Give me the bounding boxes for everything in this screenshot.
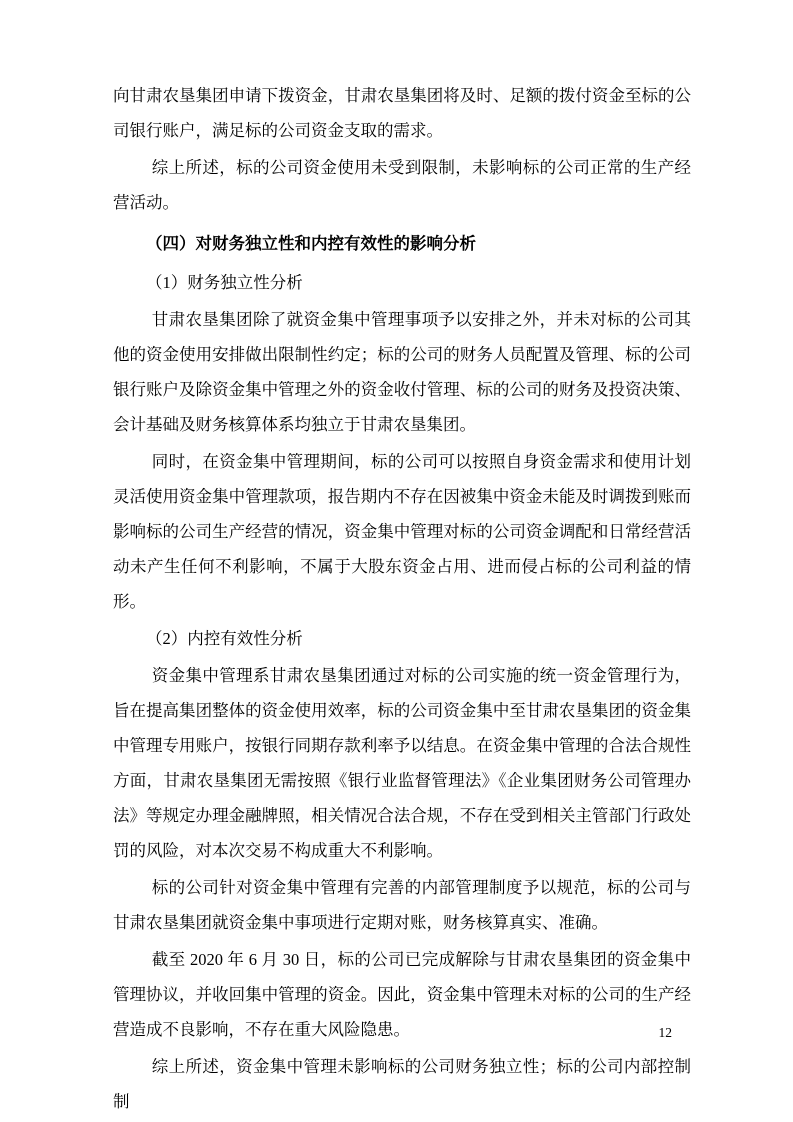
subsection-heading-1: （1）财务独立性分析 — [146, 273, 303, 292]
section-heading-4: （四）对财务独立性和内控有效性的影响分析 — [146, 234, 476, 253]
paragraph-continuation: 向甘肃农垦集团申请下拨资金，甘肃农垦集团将及时、足额的拨付资金至标的公司银行账户，满足标的公司资金支取的需求。 — [113, 86, 691, 140]
paragraph-conclusion: 综上所述，资金集中管理未影响标的公司财务独立性；标的公司内部控制制 — [113, 1057, 691, 1111]
paragraph-internal-control-3: 截至 2020 年 6 月 30 日，标的公司已完成解除与甘肃农垦集团的资金集中管理协议，并收回集中管理的资金。因此，资金集中管理未对标的公司的生产经营造成不良影响，不存在重大风险隐患。 — [113, 950, 691, 1039]
document-content — [113, 78, 691, 1121]
paragraph-financial-independence-1: 甘肃农垦集团除了就资金集中管理事项予以安排之外，并未对标的公司其他的资金使用安排做出限制性约定；标的公司的财务人员配置及管理、标的公司银行账户及除资金集中管理之外的资金收付管理、标的公司的财务及投资决策、会计基础及财务核算体系均独立于甘肃农垦集团。 — [113, 310, 691, 434]
paragraph-summary-fund-use: 综上所述，标的公司资金使用未受到限制，未影响标的公司正常的生产经营活动。 — [113, 158, 691, 212]
paragraph-internal-control-2: 标的公司针对资金集中管理有完善的内部管理制度予以规范，标的公司与甘肃农垦集团就资金集中事项进行定期对账，财务核算真实、准确。 — [113, 878, 691, 932]
subsection-heading-2: （2）内控有效性分析 — [146, 629, 303, 648]
paragraph-internal-control-1: 资金集中管理系甘肃农垦集团通过对标的公司实施的统一资金管理行为，旨在提高集团整体的资金使用效率，标的公司资金集中至甘肃农垦集团的资金集中管理专用账户，按银行同期存款利率予以结息。在资金集中管理的合法合规性方面，甘肃农垦集团无需按照《银行业监督管理法》《企业集团财务公司管理办法》等规定办理金融牌照，相关情况合法合规，不存在受到相关主管部门行政处罚的风险，对本次交易不构成重大不利影响。 — [113, 666, 691, 860]
page-number: 12 — [658, 1025, 672, 1040]
paragraph-financial-independence-2: 同时，在资金集中管理期间，标的公司可以按照自身资金需求和使用计划灵活使用资金集中管理款项，报告期内不存在因被集中资金未能及时调拨到账而影响标的公司生产经营的情况，资金集中管理对标的公司资金调配和日常经营活动未产生任何不利影响，不属于大股东资金占用、进而侵占标的公司利益的情形。 — [113, 452, 691, 611]
